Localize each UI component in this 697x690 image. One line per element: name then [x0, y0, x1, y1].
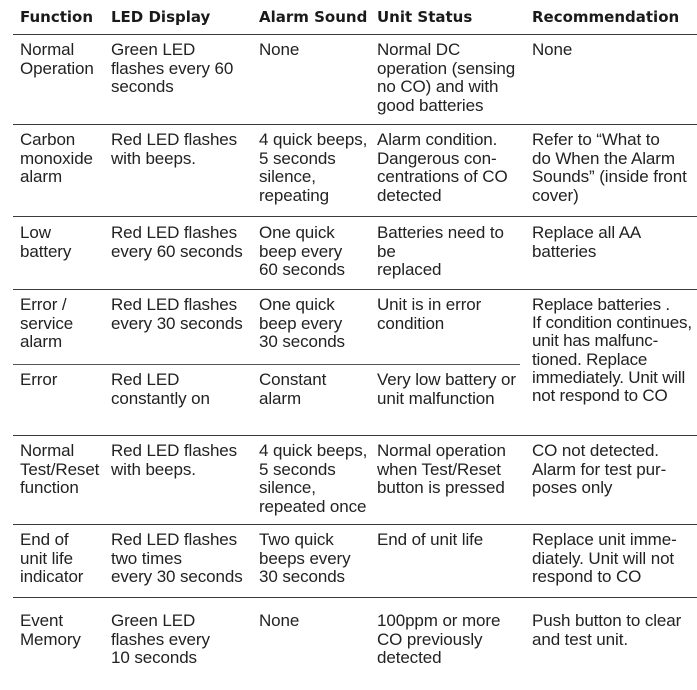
header-divider — [13, 34, 697, 35]
table-header — [0, 0, 697, 36]
cell-led-display: Red LED flashes with beeps. — [111, 441, 238, 479]
cell-led-display: Red LED flashes every 60 seconds — [111, 223, 243, 261]
row-divider — [13, 435, 697, 436]
cell-recommendation-merged: Replace batteries . If condition continues, unit has malfunc- tioned. Replace immediately. Unit will not respond to CO — [532, 295, 692, 406]
cell-function: End of unit life indicator — [20, 530, 84, 586]
cell-unit-status: Normal DC operation (sensing no CO) and with good batteries — [377, 40, 516, 115]
cell-unit-status: Unit is in error condition — [377, 295, 482, 333]
cell-led-display: Green LED flashes every 10 seconds — [111, 611, 210, 667]
cell-function: Error — [20, 370, 58, 389]
header-led-display: LED Display — [111, 8, 211, 26]
cell-function: Event Memory — [20, 611, 81, 649]
row-divider — [13, 289, 697, 290]
cell-function: Carbon monoxide alarm — [20, 130, 93, 186]
header-function: Function — [20, 8, 94, 26]
cell-led-display: Red LED flashes every 30 seconds — [111, 295, 243, 333]
cell-led-display: Red LED constantly on — [111, 370, 210, 408]
cell-led-display: Green LED flashes every 60 seconds — [111, 40, 234, 96]
cell-alarm-sound: One quick beep every 30 seconds — [259, 295, 345, 351]
cell-alarm-sound: None — [259, 40, 300, 59]
cell-recommendation: Push button to clear and test unit. — [532, 611, 682, 649]
header-alarm-sound: Alarm Sound — [259, 8, 368, 26]
cell-unit-status: 100ppm or more CO previously detected — [377, 611, 501, 667]
cell-led-display: Red LED flashes with beeps. — [111, 130, 238, 168]
row-divider — [13, 524, 697, 525]
cell-function: Error / service alarm — [20, 295, 74, 351]
cell-alarm-sound: None — [259, 611, 300, 630]
cell-recommendation: CO not detected. Alarm for test pur- poses only — [532, 441, 667, 497]
header-recommendation: Recommendation — [532, 8, 680, 26]
cell-unit-status: End of unit life — [377, 530, 484, 549]
cell-unit-status: Normal operation when Test/Reset button is pressed — [377, 441, 506, 497]
row-divider — [13, 124, 697, 125]
cell-function: Normal Test/Reset function — [20, 441, 100, 497]
header-unit-status: Unit Status — [377, 8, 473, 26]
cell-unit-status: Alarm condition. Dangerous con- centrations of CO detected — [377, 130, 508, 205]
row-divider — [13, 597, 697, 598]
cell-recommendation: None — [532, 40, 573, 59]
row-divider — [13, 216, 697, 217]
cell-unit-status: Very low battery or unit malfunction — [377, 370, 516, 408]
cell-led-display: Red LED flashes two times every 30 seconds — [111, 530, 243, 586]
cell-recommendation: Replace unit imme- diately. Unit will not respond to CO — [532, 530, 677, 586]
cell-alarm-sound: One quick beep every 60 seconds — [259, 223, 345, 279]
cell-function: Low battery — [20, 223, 72, 261]
cell-unit-status: Batteries need to be replaced — [377, 223, 504, 279]
cell-recommendation: Refer to “What to do When the Alarm Sounds” (inside front cover) — [532, 130, 687, 205]
cell-alarm-sound: 4 quick beeps, 5 seconds silence, repeating — [259, 130, 368, 205]
row-divider — [13, 364, 520, 365]
cell-alarm-sound: 4 quick beeps, 5 seconds silence, repeated once — [259, 441, 368, 516]
cell-function: Normal Operation — [20, 40, 94, 78]
cell-recommendation: Replace all AA batteries — [532, 223, 642, 261]
cell-alarm-sound: Constant alarm — [259, 370, 327, 408]
cell-alarm-sound: Two quick beeps every 30 seconds — [259, 530, 351, 586]
